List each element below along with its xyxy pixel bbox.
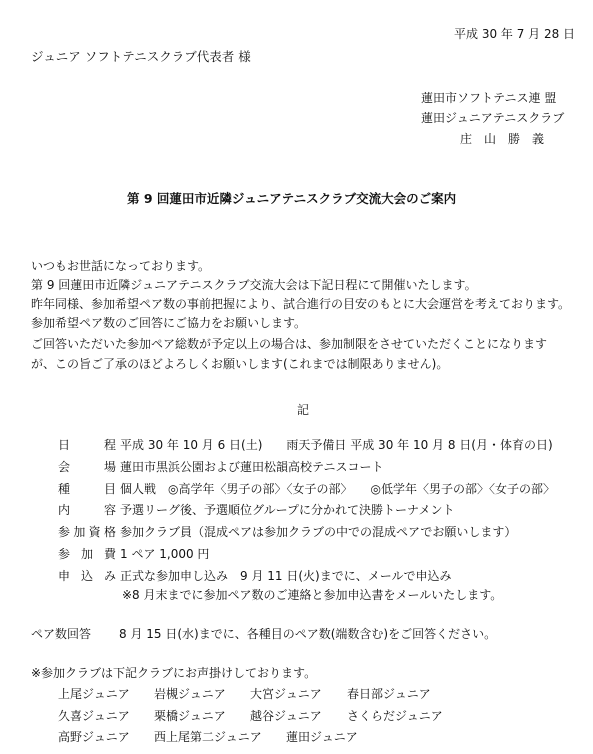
ki-heading: 記 (297, 403, 310, 417)
club-name: 岩槻ジュニア (154, 687, 226, 701)
detail-value: 平成 30 年 10 月 6 日(土) 雨天予備日 平成 30 年 10 月 8 日(月・体育の日) (120, 438, 553, 452)
detail-value: 蓮田市黒浜公園および蓮田松韻高校テニスコート (120, 459, 384, 474)
club-name: 上尾ジュニア (58, 687, 130, 701)
pair-answer-value: 8 月 15 日(水)までに、各種目のペア数(端数含む)をご回答ください。 (119, 627, 497, 641)
club-name: 蓮田ジュニア (286, 730, 358, 744)
club-name: 大宮ジュニア (250, 687, 322, 701)
body-line-6: が、この旨ご了承のほどよろしくお願いします(これまでは制限ありません)。 (31, 357, 449, 371)
detail-row-venue (58, 461, 578, 483)
detail-label: 申 込 み (58, 568, 116, 583)
detail-value: 個人戦 ◎高学年〈男子の部〉〈女子の部〉 ◎低学年〈男子の部〉〈女子の部〉 (120, 481, 555, 496)
detail-label: 内 容 (58, 503, 116, 518)
event-details (58, 439, 578, 592)
detail-label: 種 目 (58, 481, 116, 496)
detail-value: 参加クラブ員（混成ペアは参加クラブの中での混成ペアでお願いします） (120, 525, 517, 540)
club-name: さくらだジュニア (347, 708, 443, 723)
detail-row-schedule (58, 439, 578, 461)
detail-row-content (58, 504, 578, 526)
sender-org-2: 蓮田ジュニアテニスクラブ (421, 111, 565, 125)
club-name: 高野ジュニア (58, 730, 130, 744)
body-line-4: 参加希望ペア数のご回答にご協力をお願いします。 (31, 316, 307, 330)
letter-date: 平成 30 年 7 月 28 日 (454, 27, 576, 41)
detail-value: 1 ペア 1,000 円 (120, 546, 210, 561)
sender-org-1: 蓮田市ソフトテニス連 盟 (421, 91, 557, 105)
body-line-1: いつもお世話になっております。 (31, 259, 211, 273)
sender-name: 庄 山 勝 義 (460, 132, 545, 146)
pair-answer-label: ペア数回答 (31, 627, 92, 641)
detail-label: 日 程 (58, 438, 116, 452)
club-name: 越谷ジュニア (250, 708, 322, 723)
detail-value: 正式な参加申し込み 9 月 11 日(火)までに、メールで申込み (120, 568, 452, 583)
club-name: 栗橋ジュニア (154, 708, 226, 723)
invite-note: ※参加クラブは下記クラブにお声掛けしております。 (31, 666, 317, 680)
body-line-5: ご回答いただいた参加ペア総数が予定以上の場合は、参加制限をさせていただくことになります (31, 337, 548, 351)
detail-label: 参 加 資 格 (58, 525, 116, 540)
recipient: ジュニア ソフトテニスクラブ代表者 様 (31, 49, 251, 64)
detail-label: 参 加 費 (58, 546, 116, 561)
detail-row-eligibility (58, 526, 578, 548)
body-line-2: 第 9 回蓮田市近隣ジュニアテニスクラブ交流大会は下記日程にて開催いたします。 (31, 278, 477, 292)
club-name: 春日部ジュニア (347, 687, 431, 701)
detail-value: 予選リーグ後、予選順位グループに分かれて決勝トーナメント (120, 503, 455, 518)
application-note: ※8 月末までに参加ペア数のご連絡と参加申込書をメールいたします。 (122, 588, 503, 602)
club-name: 西上尾第二ジュニア (154, 730, 262, 744)
detail-row-fee (58, 548, 578, 570)
detail-label: 会 場 (58, 459, 116, 474)
document-title: 第 9 回蓮田市近隣ジュニアテニスクラブ交流大会のご案内 (127, 191, 457, 206)
detail-row-events (58, 483, 578, 505)
club-name: 久喜ジュニア (58, 708, 130, 723)
body-line-3: 昨年同様、参加希望ペア数の事前把握により、試合進行の目安のもとに大会運営を考えております。 (31, 297, 571, 311)
